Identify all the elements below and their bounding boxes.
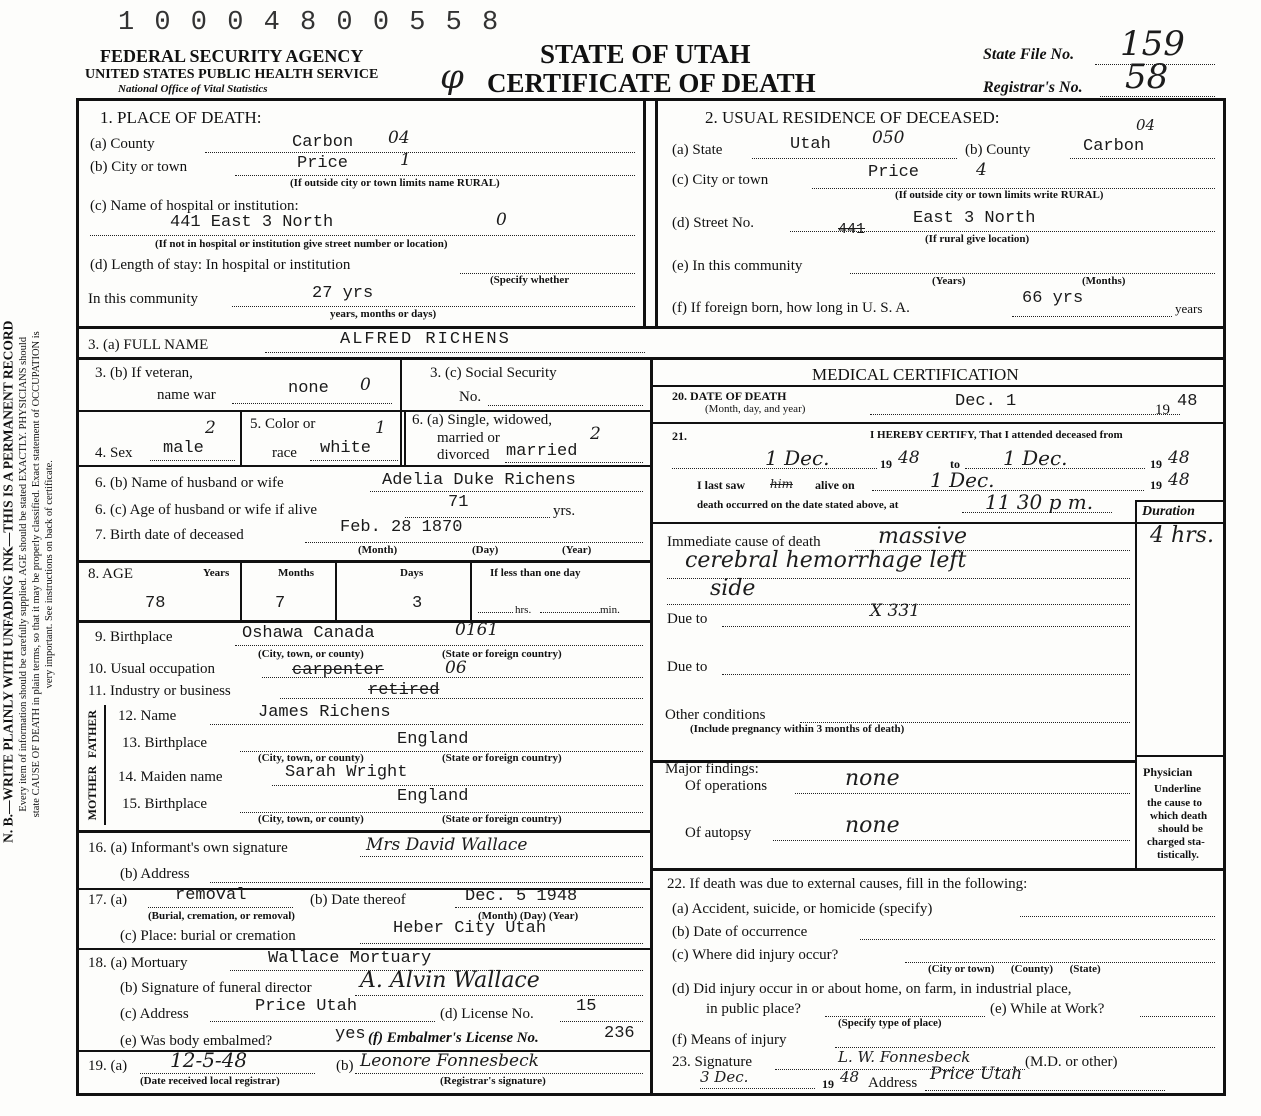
vet-row-bottom bbox=[76, 410, 651, 412]
last-saw-value: 1 Dec. bbox=[930, 468, 995, 492]
age-months-divider bbox=[335, 560, 337, 620]
state-file-label: State File No. bbox=[983, 46, 1075, 63]
mother-name-value: Sarah Wright bbox=[285, 763, 408, 782]
informant-line bbox=[360, 856, 643, 857]
service-name: UNITED STATES PUBLIC HEALTH SERVICE bbox=[85, 67, 379, 82]
registrar-number: 58 bbox=[1125, 57, 1169, 97]
duration-divider bbox=[1135, 500, 1137, 870]
disposition-date-value: Dec. 5 1948 bbox=[465, 887, 578, 906]
occupation-value: carpenter bbox=[292, 661, 384, 680]
vet-ss-divider bbox=[400, 360, 402, 465]
license-line bbox=[560, 1021, 643, 1022]
residence-city-label: (c) City or town bbox=[672, 172, 769, 188]
industry-value: retired bbox=[368, 681, 440, 700]
birthplace-label: 9. Birthplace bbox=[95, 629, 173, 645]
external-date-label: (b) Date of occurrence bbox=[672, 924, 808, 940]
age-days-value: 3 bbox=[412, 594, 423, 613]
external-work-label: (e) While at Work? bbox=[990, 1001, 1105, 1017]
birth-date-value: Feb. 28 1870 bbox=[340, 518, 463, 537]
external-place-note: (Specify type of place) bbox=[838, 1017, 942, 1029]
death-time-value: 11 30 p m. bbox=[985, 490, 1094, 514]
physician-date: 3 Dec. bbox=[700, 1068, 749, 1086]
foreign-born-line bbox=[1012, 316, 1172, 317]
length-of-stay-note: (Specify whether bbox=[490, 274, 570, 286]
physician-note-7: tistically. bbox=[1157, 849, 1199, 861]
mortuary-address-value: Price Utah bbox=[255, 997, 358, 1016]
full-name-label: 3. (a) FULL NAME bbox=[88, 337, 209, 353]
father-name-label: 12. Name bbox=[118, 708, 177, 724]
disposition-value: removal bbox=[175, 886, 247, 905]
occupation-code: 06 bbox=[445, 658, 467, 678]
side-note-main: N. B.—WRITE PLAINLY WITH UNFADING INK—THIS IS A PERMANENT RECORD bbox=[0, 320, 16, 843]
embalmed-value: yes bbox=[335, 1025, 366, 1044]
external-causes-top bbox=[650, 868, 1225, 871]
informant-label: 16. (a) Informant's own signature bbox=[88, 840, 288, 856]
mother-birthplace-city-note: (City, town, or county) bbox=[258, 813, 364, 825]
spouse-age-unit: yrs. bbox=[553, 503, 576, 519]
mortuary-address-line bbox=[210, 1021, 435, 1022]
informant-signature: Mrs David Wallace bbox=[366, 835, 528, 855]
birthplace-value: Oshawa Canada bbox=[242, 624, 375, 643]
residence-city-code: 4 bbox=[976, 160, 987, 180]
physician-note-2: Underline bbox=[1154, 783, 1202, 795]
side-note-line-3: very important. See instructions on back of certificate. bbox=[43, 460, 55, 689]
parents-row-bottom bbox=[76, 830, 651, 833]
physician-note-1: Physician bbox=[1143, 765, 1193, 779]
mother-birthplace-value: England bbox=[397, 787, 469, 806]
death-county-line bbox=[205, 152, 635, 153]
autopsy-value: none bbox=[845, 813, 900, 838]
hospital-line bbox=[90, 235, 635, 236]
physician-signature: L. W. Fonnesbeck bbox=[838, 1048, 971, 1066]
form-border-top bbox=[76, 98, 1226, 101]
sex-code: 2 bbox=[205, 418, 216, 438]
social-security-label-1: 3. (c) Social Security bbox=[430, 365, 557, 381]
certificate-title: CERTIFICATE OF DEATH bbox=[487, 68, 816, 98]
birthplace-state-note: (State or foreign country) bbox=[442, 648, 562, 660]
mortuary-address-label: (c) Address bbox=[120, 1006, 189, 1022]
residence-community-line bbox=[850, 273, 1215, 274]
operations-value: none bbox=[845, 766, 900, 791]
mother-birthplace-state-note: (State or foreign country) bbox=[442, 813, 562, 825]
physician-note-4: which death bbox=[1150, 810, 1208, 822]
physician-note-6: charged sta- bbox=[1147, 836, 1205, 848]
age-months-header: Months bbox=[278, 567, 315, 579]
date-of-death-century: 19 bbox=[1155, 402, 1170, 418]
due-to-label-2: Due to bbox=[667, 659, 708, 675]
spouse-age-value: 71 bbox=[448, 493, 469, 512]
death-occurred-label: death occurred on the date stated above, at bbox=[697, 499, 899, 511]
full-name-value: ALFRED RICHENS bbox=[340, 330, 511, 349]
registrar-number-line bbox=[1100, 96, 1215, 97]
age-minutes-line bbox=[540, 612, 600, 613]
duration-header: Duration bbox=[1142, 504, 1195, 519]
office-name: National Office of Vital Statistics bbox=[118, 83, 268, 95]
sex-row-bottom bbox=[76, 465, 651, 467]
residence-street-value: East 3 North bbox=[913, 209, 1036, 228]
attended-from-year: 48 bbox=[898, 448, 920, 468]
registrar-signature: Leonore Fonnesbeck bbox=[360, 1051, 539, 1071]
community-note: years, months or days) bbox=[330, 308, 437, 320]
major-findings-label: Major findings: bbox=[665, 761, 759, 777]
other-conditions-label: Other conditions bbox=[665, 707, 766, 723]
registrar-signature-label: (b) bbox=[336, 1058, 354, 1074]
external-public-label: in public place? bbox=[706, 1001, 801, 1017]
disposition-note: (Burial, cremation, or removal) bbox=[148, 910, 295, 922]
date-of-death-value: Dec. 1 bbox=[955, 392, 1017, 411]
burial-place-label: (c) Place: burial or cremation bbox=[120, 928, 296, 944]
external-where-label: (c) Where did injury occur? bbox=[672, 947, 839, 963]
veteran-line bbox=[232, 403, 392, 404]
mortuary-label: 18. (a) Mortuary bbox=[88, 955, 188, 971]
marital-label-1: 6. (a) Single, widowed, bbox=[412, 412, 552, 428]
autopsy-label: Of autopsy bbox=[685, 825, 752, 841]
color-line bbox=[310, 460, 398, 461]
foreign-born-suffix: years bbox=[1175, 301, 1203, 316]
father-birthplace-value: England bbox=[397, 730, 469, 749]
date-of-death-line bbox=[870, 414, 1180, 415]
informant-address-line bbox=[210, 882, 643, 883]
attended-to-year: 48 bbox=[1168, 448, 1190, 468]
funeral-director-line bbox=[355, 995, 643, 996]
immediate-cause-line-1: massive bbox=[878, 524, 968, 549]
external-accident-label: (a) Accident, suicide, or homicide (specify) bbox=[672, 901, 933, 917]
veteran-value: none bbox=[288, 379, 329, 398]
father-birthplace-label: 13. Birthplace bbox=[122, 735, 207, 751]
father-birthplace-state-note: (State or foreign country) bbox=[442, 752, 562, 764]
alive-on-label: alive on bbox=[815, 478, 855, 492]
date-of-death-label: 20. DATE OF DEATH bbox=[672, 389, 787, 403]
death-city-line bbox=[235, 175, 635, 176]
spouse-name-value: Adelia Duke Richens bbox=[382, 471, 576, 490]
physician-signature-label: 23. Signature bbox=[672, 1054, 752, 1070]
place-of-death-title: 1. PLACE OF DEATH: bbox=[100, 108, 262, 127]
medical-certification-title: MEDICAL CERTIFICATION bbox=[812, 365, 1019, 384]
external-work-line bbox=[1140, 1016, 1215, 1017]
medical-divider bbox=[650, 357, 653, 1096]
community-line bbox=[232, 306, 635, 307]
residence-street-number: 441 bbox=[838, 221, 866, 238]
sex-value: male bbox=[163, 439, 204, 458]
mother-side-label: MOTHER bbox=[85, 765, 99, 821]
residence-months-note: (Months) bbox=[1082, 275, 1126, 287]
last-saw-him: him bbox=[770, 477, 793, 491]
full-name-line bbox=[265, 352, 645, 353]
residence-city-note: (If outside city or town limits write RURAL) bbox=[895, 189, 1104, 201]
mother-birthplace-label: 15. Birthplace bbox=[122, 796, 207, 812]
disposition-date-line bbox=[455, 907, 643, 908]
marital-value: married bbox=[506, 442, 578, 461]
residence-state-code: 050 bbox=[872, 128, 905, 148]
physician-address-line bbox=[925, 1090, 1165, 1091]
registrar-date-label: 19. (a) bbox=[88, 1058, 128, 1074]
age-hours-line bbox=[478, 612, 513, 613]
industry-line bbox=[280, 698, 643, 699]
immediate-cause-label: Immediate cause of death bbox=[667, 534, 821, 550]
physician-address: Price Utah bbox=[930, 1064, 1023, 1084]
state-title: STATE OF UTAH bbox=[540, 39, 751, 69]
birth-month-note: (Month) bbox=[358, 544, 398, 556]
last-saw-year: 48 bbox=[1168, 470, 1190, 490]
death-city-label: (b) City or town bbox=[90, 159, 188, 175]
mortuary-value: Wallace Mortuary bbox=[268, 949, 432, 968]
external-accident-line bbox=[1020, 916, 1215, 917]
name-row-bottom bbox=[76, 357, 1226, 360]
funeral-director-label: (b) Signature of funeral director bbox=[120, 980, 312, 996]
last-saw-label: I last saw bbox=[697, 478, 746, 492]
due-to-line-2 bbox=[722, 674, 1130, 675]
duration-value: 4 hrs. bbox=[1150, 523, 1214, 548]
age-hours-unit: hrs. bbox=[515, 604, 532, 616]
residence-city-value: Price bbox=[868, 163, 920, 182]
residence-county-code: 04 bbox=[1136, 116, 1156, 134]
immediate-cause-line-3: side bbox=[710, 576, 756, 601]
attended-from-value: 1 Dec. bbox=[765, 446, 830, 470]
residence-community-label: (e) In this community bbox=[672, 258, 803, 274]
certify-text: I HEREBY CERTIFY, That I attended deceased from bbox=[870, 429, 1123, 441]
residence-title: 2. USUAL RESIDENCE OF DECEASED: bbox=[705, 108, 1000, 127]
residence-state-line bbox=[752, 158, 957, 159]
veteran-label-1: 3. (b) If veteran, bbox=[95, 365, 193, 381]
external-where-note: (City or town) (County) (State) bbox=[928, 963, 1101, 975]
birth-year-note: (Year) bbox=[562, 544, 592, 556]
registrar-signature-line bbox=[355, 1073, 643, 1074]
parents-bracket bbox=[104, 705, 106, 825]
attended-to-century: 19 bbox=[1150, 457, 1162, 471]
death-city-code: 1 bbox=[400, 150, 411, 170]
attended-to-label: to bbox=[950, 457, 960, 471]
age-years-value: 78 bbox=[145, 594, 166, 613]
physician-md-label: (M.D. or other) bbox=[1025, 1054, 1118, 1070]
father-name-value: James Richens bbox=[258, 703, 391, 722]
icd-code: X 331 bbox=[870, 601, 920, 621]
birthplace-line bbox=[235, 645, 643, 646]
age-row-bottom bbox=[76, 620, 651, 623]
marital-code: 2 bbox=[590, 424, 601, 444]
hospital-label: (c) Name of hospital or institution: bbox=[90, 198, 299, 214]
place-section-bottom bbox=[76, 326, 1226, 329]
license-value: 15 bbox=[576, 997, 597, 1016]
age-years-header: Years bbox=[203, 567, 230, 579]
dod-row-bottom bbox=[650, 422, 1225, 424]
operations-line bbox=[795, 793, 1130, 794]
burial-place-value: Heber City Utah bbox=[393, 919, 547, 938]
funeral-director-signature: A. Alvin Wallace bbox=[360, 968, 540, 993]
color-label-1: 5. Color or bbox=[250, 416, 316, 432]
birth-date-label: 7. Birth date of deceased bbox=[95, 527, 244, 543]
registrar-signature-note: (Registrar's signature) bbox=[440, 1075, 546, 1087]
foreign-born-label: (f) If foreign born, how long in U. S. A. bbox=[672, 300, 910, 316]
agency-name: FEDERAL SECURITY AGENCY bbox=[100, 46, 364, 66]
social-security-label-2: No. bbox=[459, 389, 482, 405]
dod-row-top bbox=[650, 385, 1225, 387]
veteran-code: 0 bbox=[360, 375, 371, 395]
external-causes-title: 22. If death was due to external causes, fill in the following: bbox=[667, 876, 1028, 892]
external-date-line bbox=[860, 939, 1215, 940]
age-years-divider bbox=[240, 560, 242, 620]
form-border-left bbox=[76, 98, 79, 1096]
physician-note-5: should be bbox=[1158, 823, 1203, 835]
death-county-code: 04 bbox=[388, 128, 410, 148]
registrar-number-label: Registrar's No. bbox=[983, 79, 1083, 96]
sex-label: 4. Sex bbox=[95, 445, 133, 461]
death-county-value: Carbon bbox=[292, 133, 354, 152]
due-to-label-1: Due to bbox=[667, 611, 708, 627]
disposition-line bbox=[148, 907, 293, 908]
occupation-label: 10. Usual occupation bbox=[88, 661, 216, 677]
burial-place-line bbox=[360, 943, 643, 944]
marital-label-2: married or bbox=[437, 430, 500, 446]
operations-label: Of operations bbox=[685, 778, 768, 794]
age-days-divider bbox=[470, 560, 472, 620]
death-city-value: Price bbox=[297, 154, 349, 173]
disposition-date-label: (b) Date thereof bbox=[310, 892, 406, 908]
right-section-left-border bbox=[655, 98, 658, 328]
age-label: 8. AGE bbox=[88, 566, 133, 582]
veteran-label-2: name war bbox=[157, 387, 216, 403]
residence-state-value: Utah bbox=[790, 135, 831, 154]
autopsy-line bbox=[773, 840, 1130, 841]
attended-to-value: 1 Dec. bbox=[1003, 446, 1068, 470]
residence-street-label: (d) Street No. bbox=[672, 215, 755, 231]
attended-from-century: 19 bbox=[880, 457, 892, 471]
date-of-death-note: (Month, day, and year) bbox=[705, 403, 806, 415]
physician-date-line bbox=[700, 1088, 815, 1089]
community-value: 27 yrs bbox=[312, 284, 374, 303]
mother-name-label: 14. Maiden name bbox=[118, 769, 223, 785]
father-name-line bbox=[210, 724, 643, 725]
license-label: (d) License No. bbox=[440, 1006, 534, 1022]
disposition-date-note: (Month) (Day) (Year) bbox=[478, 910, 579, 922]
social-security-line bbox=[488, 405, 643, 406]
color-value: white bbox=[320, 439, 372, 458]
external-means-label: (f) Means of injury bbox=[672, 1032, 787, 1048]
birth-date-line bbox=[305, 542, 643, 543]
sex-color-divider bbox=[240, 410, 242, 465]
community-label: In this community bbox=[88, 291, 198, 307]
due-to-line-1 bbox=[722, 626, 1130, 627]
birthplace-city-note: (City, town, or county) bbox=[258, 648, 364, 660]
age-minutes-unit: min. bbox=[600, 604, 620, 616]
spouse-name-line bbox=[370, 491, 643, 492]
registrar-date-line bbox=[140, 1073, 315, 1074]
embalmed-label: (e) Was body embalmed? bbox=[120, 1033, 273, 1049]
birthplace-code: 0161 bbox=[455, 620, 499, 640]
registrar-date-value: 12-5-48 bbox=[170, 1048, 248, 1072]
hospital-value: 441 East 3 North bbox=[170, 213, 334, 232]
certificate-serial-number: 1 0 0 0 4 8 0 0 5 5 8 bbox=[118, 8, 501, 38]
residence-street-note: (If rural give location) bbox=[925, 233, 1030, 245]
hospital-note: (If not in hospital or institution give street number or location) bbox=[155, 238, 448, 250]
state-file-number: 159 bbox=[1120, 24, 1185, 64]
sex-line bbox=[150, 460, 235, 461]
physician-date-century: 19 bbox=[822, 1077, 834, 1091]
length-of-stay-label: (d) Length of stay: In hospital or institution bbox=[90, 257, 351, 273]
immediate-cause-line-2: cerebral hemorrhage left bbox=[685, 548, 967, 573]
marital-line bbox=[505, 462, 643, 463]
industry-label: 11. Industry or business bbox=[88, 683, 231, 699]
physician-date-year: 48 bbox=[840, 1068, 860, 1086]
side-note-line-2: state CAUSE OF DEATH in plain terms, so that it may be properly classified. Exact statement of OCCUPATION is bbox=[30, 331, 42, 818]
father-birthplace-city-note: (City, town, or county) bbox=[258, 752, 364, 764]
disposition-label: 17. (a) bbox=[88, 892, 128, 908]
age-days-header: Days bbox=[400, 567, 424, 579]
residence-county-label: (b) County bbox=[965, 142, 1031, 158]
spouse-age-label: 6. (c) Age of husband or wife if alive bbox=[95, 502, 318, 518]
external-place-label: (d) Did injury occur in or about home, on farm, in industrial place, bbox=[672, 981, 1072, 997]
registrar-date-note: (Date received local registrar) bbox=[140, 1075, 280, 1087]
residence-state-label: (a) State bbox=[672, 142, 723, 158]
hospital-code: 0 bbox=[496, 210, 507, 230]
death-county-label: (a) County bbox=[90, 136, 155, 152]
duration-header-bottom bbox=[1135, 500, 1225, 502]
informant-address-label: (b) Address bbox=[120, 866, 190, 882]
color-label-2: race bbox=[272, 445, 297, 461]
color-marital-divider bbox=[404, 410, 406, 465]
embalmer-license-label: (f) Embalmer's License No. bbox=[368, 1030, 539, 1046]
last-saw-century: 19 bbox=[1150, 478, 1162, 492]
mother-name-line bbox=[272, 785, 643, 786]
other-conditions-note: (Include pregnancy within 3 months of death) bbox=[690, 723, 905, 735]
certify-label: 21. bbox=[672, 429, 687, 443]
residence-years-note: (Years) bbox=[932, 275, 966, 287]
residence-county-line bbox=[1070, 158, 1215, 159]
color-code: 1 bbox=[375, 418, 386, 438]
physician-box-top bbox=[1135, 755, 1225, 757]
death-city-note: (If outside city or town limits name RURAL) bbox=[290, 177, 500, 189]
left-section-right-border bbox=[643, 98, 646, 328]
foreign-born-value: 66 yrs bbox=[1022, 289, 1084, 308]
age-less-than-day-header: If less than one day bbox=[490, 567, 581, 579]
birth-row-bottom bbox=[76, 560, 651, 563]
handwritten-mark: φ bbox=[440, 57, 464, 97]
spouse-name-label: 6. (b) Name of husband or wife bbox=[95, 475, 284, 491]
side-note-line-1: Every item of information should be carefully supplied. AGE should be stated EXACTLY. PHYSICIANS should bbox=[17, 336, 29, 812]
embalmer-license-value: 236 bbox=[604, 1024, 635, 1043]
physician-note-3: the cause to bbox=[1147, 797, 1202, 809]
marital-label-3: divorced bbox=[437, 447, 490, 463]
birth-day-note: (Day) bbox=[472, 544, 499, 556]
age-months-value: 7 bbox=[275, 594, 286, 613]
form-border-right bbox=[1223, 98, 1226, 1096]
father-side-label: FATHER bbox=[85, 709, 99, 759]
physician-address-label: Address bbox=[868, 1075, 918, 1091]
residence-county-value: Carbon bbox=[1083, 137, 1145, 156]
date-of-death-year: 48 bbox=[1177, 392, 1198, 411]
